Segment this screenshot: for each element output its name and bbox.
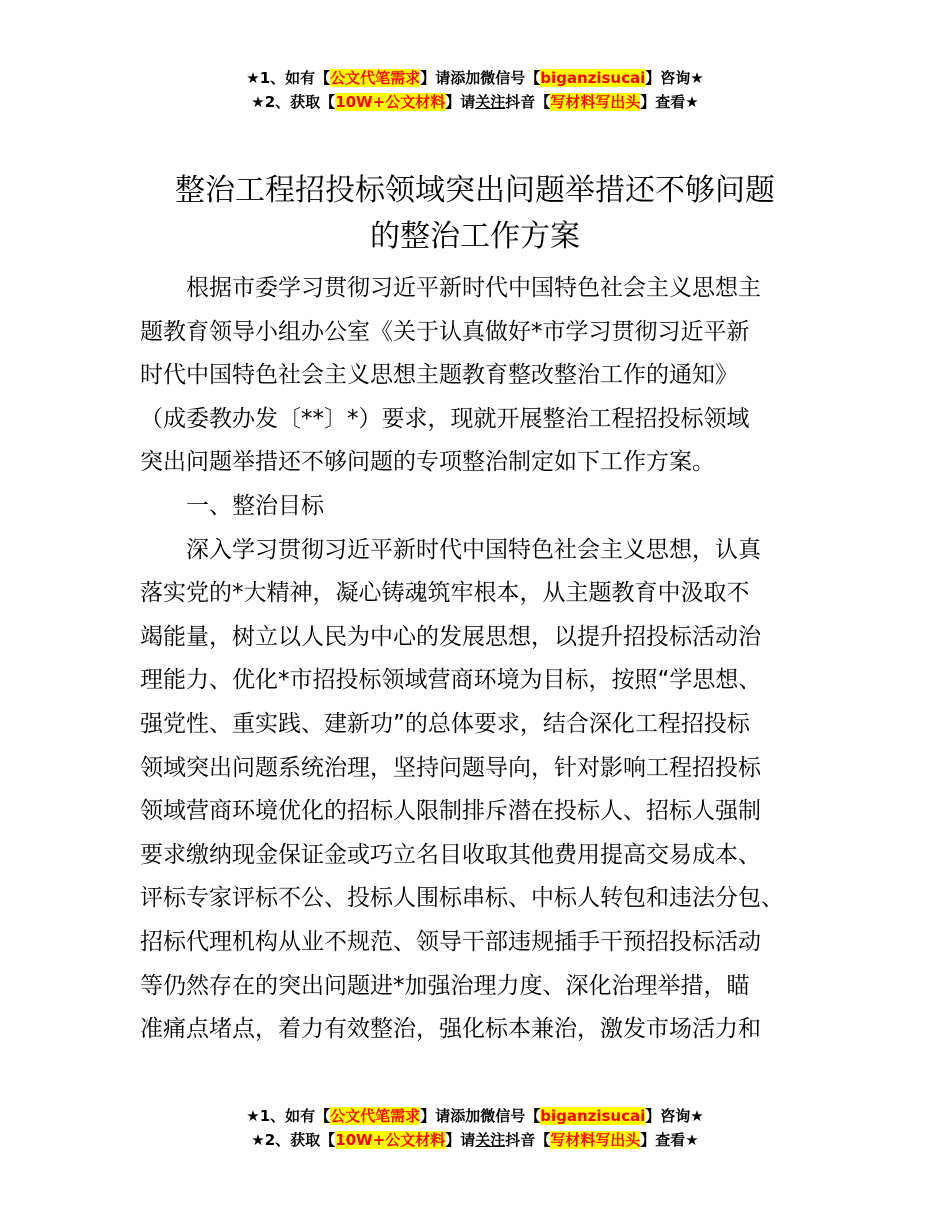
banner-line-2 (0, 90, 950, 114)
banner-text: 】咨询★ (645, 69, 704, 87)
banner-text: 】请 (445, 93, 476, 111)
banner-underlined: 关注 (475, 93, 506, 111)
body-line: 强党性、重实践、建新功”的总体要求，结合深化工程招投标 (140, 710, 750, 737)
banner-text: 抖音【 (505, 93, 551, 111)
banner-text: 】咨询★ (645, 1107, 704, 1125)
body-line: 领域突出问题系统治理，坚持问题导向，针对影响工程招投标 (140, 754, 761, 781)
footer-promo-banner (0, 1104, 950, 1152)
body-line: 突出问题举措还不够问题的专项整治制定如下工作方案。 (140, 449, 715, 476)
title-line-1: 整治工程招投标领域突出问题举措还不够问题 (175, 173, 775, 208)
banner-text: ★1、如有【 (246, 69, 331, 87)
body-line: 评标专家评标不公、投标人围标串标、中标人转包和违法分包、 (140, 885, 784, 912)
banner-underlined: 关注 (475, 1131, 506, 1149)
banner-highlight: 10W+公文材料 (335, 1131, 446, 1149)
banner-text: 】请 (445, 1131, 476, 1149)
banner-line-2 (0, 1128, 950, 1152)
body-line: 深入学习贯彻习近平新时代中国特色社会主义思想，认真 (140, 536, 761, 563)
banner-text: ★1、如有【 (246, 1107, 331, 1125)
body-line: 领域营商环境优化的招标人限制排斥潜在投标人、招标人强制 (140, 798, 761, 825)
banner-highlight-wechat: biganzisucai (540, 1107, 646, 1125)
banner-text: 】请添加微信号【 (420, 69, 541, 87)
document-body (140, 267, 812, 1052)
body-line: 题教育领导小组办公室《关于认真做好*市学习贯彻习近平新 (140, 318, 750, 345)
body-line: 准痛点堵点，着力有效整治，强化标本兼治，激发市场活力和 (140, 1016, 761, 1043)
body-line: 一、整治目标 (140, 492, 324, 519)
body-line: 要求缴纳现金保证金或巧立名目收取其他费用提高交易成本、 (140, 841, 761, 868)
banner-highlight: 写材料写出头 (550, 93, 641, 111)
banner-text: 抖音【 (505, 1131, 551, 1149)
banner-text: 】查看★ (640, 1131, 699, 1149)
banner-line-1 (0, 66, 950, 90)
body-line: 根据市委学习贯彻习近平新时代中国特色社会主义思想主 (140, 275, 761, 301)
banner-text: 】请添加微信号【 (420, 1107, 541, 1125)
banner-text: ★2、获取【 (251, 1131, 336, 1149)
body-line: 时代中国特色社会主义思想主题教育整改整治工作的通知》 (140, 362, 738, 389)
document-title (140, 168, 810, 260)
title-line-2: 的整治工作方案 (370, 219, 580, 254)
banner-highlight-wechat: biganzisucai (540, 69, 646, 87)
body-line: （成委教办发〔**〕*）要求，现就开展整治工程招投标领域 (140, 405, 750, 432)
banner-highlight: 公文代笔需求 (330, 69, 421, 87)
banner-text: 】查看★ (640, 93, 699, 111)
header-promo-banner (0, 66, 950, 114)
body-line: 竭能量，树立以人民为中心的发展思想，以提升招投标活动治 (140, 623, 761, 650)
banner-highlight: 公文代笔需求 (330, 1107, 421, 1125)
banner-text: ★2、获取【 (251, 93, 336, 111)
banner-highlight: 10W+公文材料 (335, 93, 446, 111)
banner-highlight: 写材料写出头 (550, 1131, 641, 1149)
body-line: 招标代理机构从业不规范、领导干部违规插手干预招投标活动 (140, 928, 761, 955)
body-line: 落实党的*大精神，凝心铸魂筑牢根本，从主题教育中汲取不 (140, 580, 750, 607)
banner-line-1 (0, 1104, 950, 1128)
body-line: 等仍然存在的突出问题进*加强治理力度、深化治理举措，瞄 (140, 972, 750, 999)
body-line: 理能力、优化*市招投标领域营商环境为目标，按照“学思想、 (140, 667, 762, 694)
